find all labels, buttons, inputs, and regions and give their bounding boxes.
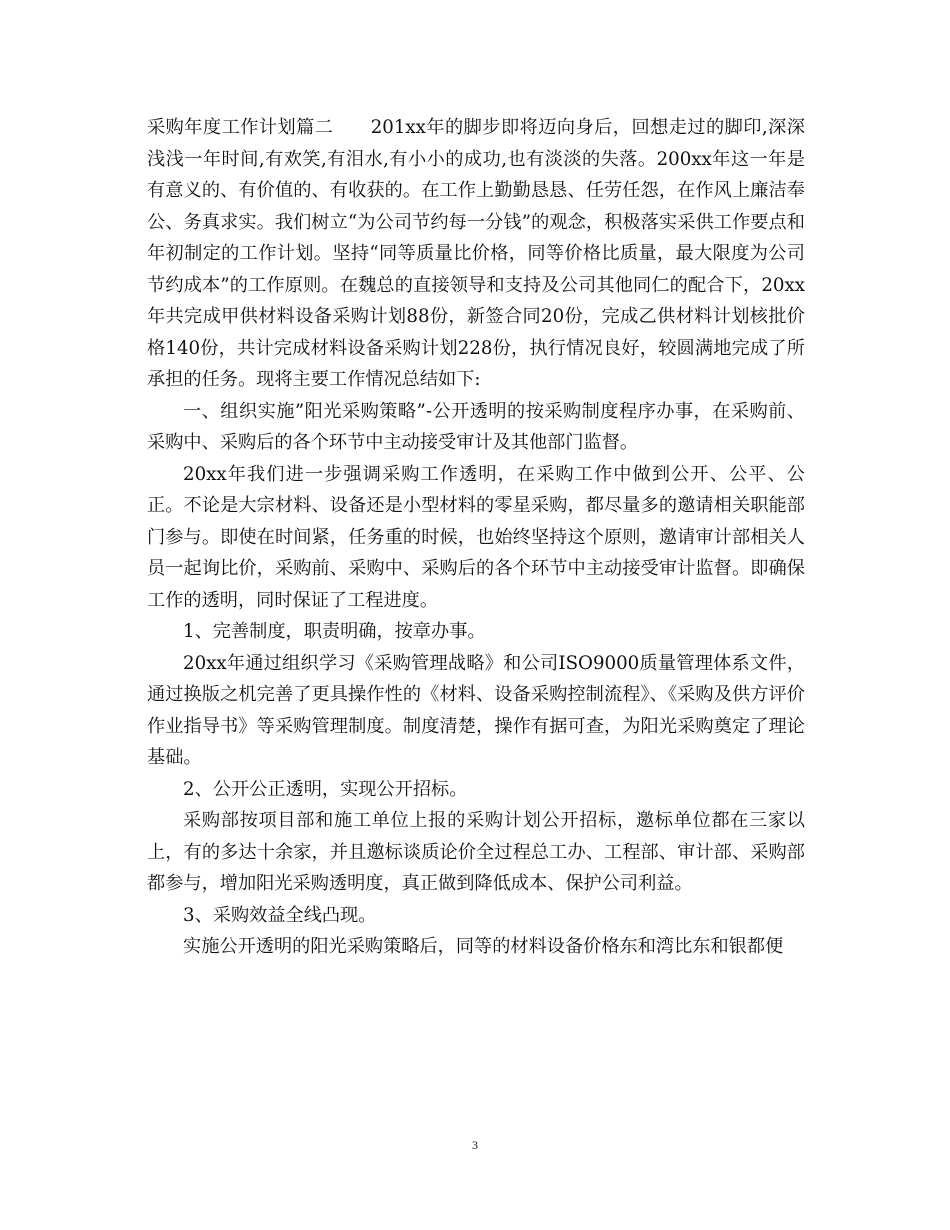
section-heading-1: 一、组织实施”阳光采购策略”-公开透明的按采购制度程序办事，在采购前、采购中、采购后的各个环节中主动接受审计及其他部门监督。 <box>147 400 805 453</box>
body-paragraph-transparency: 20xx年我们进一步强调采购工作透明，在采购工作中做到公开、公平、公正。不论是大宗材料、设备还是小型材料的零星采购，都尽量多的邀请相关职能部门参与。即使在时间紧，任务重的时候，也始终坚持这个原则，邀请审计部相关人员一起询比价，采购前、采购中、采购后的各个环节中主动接受审计监督。即确保工作的透明，同时保证了工程进度。 <box>147 463 805 611</box>
intro-paragraph: 采购年度工作计划篇二 201xx年的脚步即将迈向身后，回想走过的脚印,深深浅浅一年时间,有欢笑,有泪水,有小小的成功,也有淡淡的失落。200xx年这一年是有意义的、有价值的、有收获的。在工作上勤勤恳恳、任劳任怨，在作风上廉洁奉公、务真求实。我们树立“为公司节约每一分钱”的观念，积极落实采供工作要点和年初制定的工作计划。坚持“同等质量比价格，同等价格比质量，最大限度为公司节约成本”的工作原则。在魏总的直接领导和支持及公司其他同仁的配合下，20xx年共完成甲供材料设备采购计划88份，新签合同20份，完成乙供材料计划核批价格140份，共计完成材料设备采购计划228份，执行情况良好，较圆满地完成了所承担的任务。现将主要工作情况总结如下: <box>147 117 805 390</box>
subheading-3: 3、采购效益全线凸现。 <box>183 904 377 926</box>
body-paragraph-benefit: 实施公开透明的阳光采购策略后，同等的材料设备价格东和湾比东和银都便 <box>183 936 784 957</box>
document-body <box>147 112 805 963</box>
page-number: 3 <box>472 1138 478 1152</box>
subheading-2: 2、公开公正透明，实现公开招标。 <box>183 778 468 800</box>
body-paragraph-tender: 采购部按项目部和施工单位上报的采购计划公开招标，邀标单位都在三家以上，有的多达十余家，并且邀标谈质论价全过程总工办、工程部、审计部、采购部都参与，增加阳光采购透明度，真正做到降低成本、保护公司利益。 <box>147 810 805 894</box>
subheading-1: 1、完善制度，职责明确，按章办事。 <box>183 621 486 642</box>
body-paragraph-system: 20xx年通过组织学习《采购管理战略》和公司ISO9000质量管理体系文件，通过换版之机完善了更具操作性的《材料、设备采购控制流程》、《采购及供方评价作业指导书》等采购管理制度。制度清楚，操作有据可查，为阳光采购奠定了理论基础。 <box>147 652 805 768</box>
